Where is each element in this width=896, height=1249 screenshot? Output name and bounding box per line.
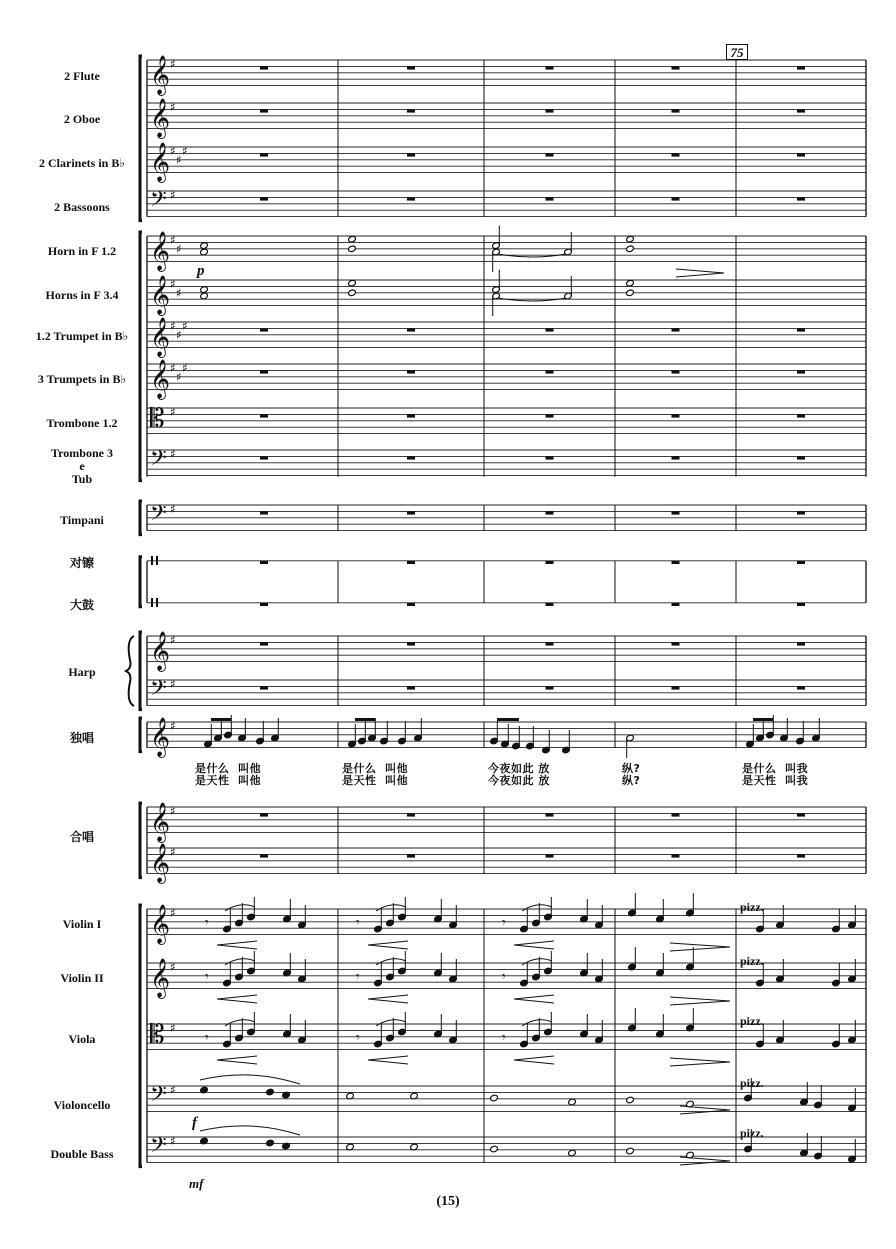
note-horns-34: [626, 279, 635, 287]
key-sharp-trumpets-3: ♯: [182, 361, 188, 375]
slur-violin-1: [376, 905, 406, 911]
clef-trombone-3: 𝄢: [150, 446, 167, 476]
whole-rest-flute: [797, 66, 805, 69]
clef-cello: 𝄢: [150, 1082, 167, 1112]
label-oboe: 2 Oboe: [63, 112, 101, 126]
key-sharp-horns-34: ♯: [176, 286, 182, 300]
dynamic-cello: f: [192, 1115, 197, 1131]
decresc-horn: [676, 269, 724, 277]
key-sharp-horns-34: ♯: [170, 277, 176, 291]
clef-harp-bass: 𝄢: [150, 676, 167, 706]
key-sharp-harp-bass: ♯: [170, 677, 176, 691]
bracket-group-1: [140, 232, 142, 481]
lyric-m3-line2: 今夜如此 放: [488, 774, 550, 787]
note-double-bass: [626, 1147, 635, 1155]
label-flute: 2 Flute: [64, 69, 100, 83]
slur-violin-2: [225, 959, 255, 965]
cresc-violin-1: [368, 941, 408, 949]
whole-rest-chorus-2: [797, 854, 805, 857]
whole-rest-trombone-3: [797, 456, 805, 459]
whole-rest-bass-drum: [672, 603, 680, 606]
slur-violin-2: [522, 959, 552, 965]
staff-oboe: [147, 103, 866, 129]
whole-rest-chorus-1: [407, 813, 415, 816]
staff-trombone-12: [147, 408, 866, 434]
staff-harp-treble: [147, 636, 866, 662]
note-cello: [626, 1096, 635, 1104]
clef-violin-2: 𝄞: [150, 958, 171, 998]
whole-rest-bassoons: [672, 197, 680, 200]
key-sharp-trumpets-3: ♯: [176, 370, 182, 384]
cresc-viola: [368, 1056, 408, 1064]
whole-rest-oboe: [546, 109, 554, 112]
whole-rest-cymbals: [546, 561, 554, 564]
lyric-m3-line1: 今夜如此 放: [488, 762, 550, 775]
cresc-viola: [217, 1056, 257, 1064]
whole-rest-cymbals: [797, 561, 805, 564]
key-sharp-double-bass: ♯: [170, 1134, 176, 1148]
slur-violin-2: [376, 959, 406, 965]
whole-rest-timpani: [546, 511, 554, 514]
pizz-cello: pizz.: [740, 1076, 764, 1090]
staff-trumpets-3: [147, 364, 866, 390]
whole-rest-trombone-3: [546, 456, 554, 459]
whole-rest-timpani: [407, 511, 415, 514]
whole-rest-harp-treble: [546, 642, 554, 645]
whole-rest-trombone-3: [672, 456, 680, 459]
whole-rest-bass-drum: [546, 603, 554, 606]
key-sharp-trumpet-12: ♯: [170, 319, 176, 333]
whole-rest-trumpet-12: [407, 328, 415, 331]
pizz-bass: pizz.: [740, 1126, 764, 1140]
clef-trombone-12: 𝄡: [150, 404, 165, 434]
whole-rest-oboe: [260, 109, 268, 112]
whole-rest-harp-treble: [672, 642, 680, 645]
cresc-violin-1: [217, 941, 257, 949]
whole-rest-trombone-12: [672, 414, 680, 417]
note-horn-12: [200, 248, 209, 256]
decresc-viola: [670, 1058, 730, 1066]
whole-rest-bass-drum: [407, 603, 415, 606]
solo-beam: [497, 718, 519, 721]
key-sharp-violin-2: ♯: [170, 960, 176, 974]
clef-clarinets: 𝄞: [150, 142, 171, 182]
slur-viola: [225, 1020, 255, 1026]
whole-rest-bassoons: [546, 197, 554, 200]
label-trombone-12: Trombone 1.2: [46, 416, 118, 430]
whole-rest-harp-bass: [797, 686, 805, 689]
eighth-rest-viola: 𝄾: [356, 1030, 360, 1046]
key-sharp-trombone-3: ♯: [170, 447, 176, 461]
eighth-rest-violin-2: 𝄾: [502, 969, 506, 985]
label-chorus: 合唱: [69, 830, 94, 844]
clef-trumpets-3: 𝄞: [150, 359, 171, 399]
key-sharp-bassoons: ♯: [170, 188, 176, 202]
slur-violin-1: [225, 905, 255, 911]
label-bassoons: 2 Bassoons: [54, 200, 110, 214]
whole-rest-flute: [546, 66, 554, 69]
clef-double-bass: 𝄢: [150, 1133, 167, 1163]
percussion-clef-bass-drum: [156, 598, 158, 607]
key-sharp-chorus-2: ♯: [170, 845, 176, 859]
whole-rest-cymbals: [260, 561, 268, 564]
label-clarinets: 2 Clarinets in B♭: [39, 156, 125, 170]
note-horn-12: [626, 245, 635, 253]
whole-rest-harp-treble: [797, 642, 805, 645]
whole-rest-trombone-3: [260, 456, 268, 459]
whole-rest-bass-drum: [797, 603, 805, 606]
note-horn-12: [200, 242, 209, 250]
whole-rest-clarinets: [260, 153, 268, 156]
label-violin-2: Violin II: [60, 971, 104, 985]
label-bass-drum: 大鼓: [69, 598, 94, 612]
note-cello: [266, 1088, 275, 1096]
cresc-violin-2: [514, 995, 554, 1003]
staff-chorus-1: [147, 807, 866, 833]
key-sharp-cello: ♯: [170, 1083, 176, 1097]
clef-horn-12: 𝄞: [150, 231, 171, 271]
page-number: (15): [436, 1194, 460, 1209]
label-horn-12: Horn in F 1.2: [47, 244, 117, 258]
whole-rest-trombone-12: [546, 414, 554, 417]
staff-harp-bass: [147, 680, 866, 706]
note-horns-34: [348, 289, 357, 297]
label-trombone-3-tuba: Trombone 3 e Tub: [51, 446, 113, 486]
staff-flute: [147, 60, 866, 86]
whole-rest-trumpets-3: [260, 370, 268, 373]
label-violin-1: Violin I: [62, 917, 102, 931]
whole-rest-chorus-2: [672, 854, 680, 857]
solo-beam: [211, 718, 231, 721]
lyric-m2-line1: 是什么 叫他: [342, 762, 409, 775]
label-trumpet-12: 1.2 Trumpet in B♭: [35, 329, 129, 343]
whole-rest-oboe: [672, 109, 680, 112]
cresc-viola: [514, 1056, 554, 1064]
key-sharp-viola: ♯: [170, 1021, 176, 1035]
key-sharp-harp-treble: ♯: [170, 633, 176, 647]
whole-rest-trumpets-3: [797, 370, 805, 373]
whole-rest-bassoons: [260, 197, 268, 200]
eighth-rest-viola: 𝄾: [502, 1030, 506, 1046]
key-sharp-trombone-12: ♯: [170, 405, 176, 419]
key-sharp-trumpet-12: ♯: [182, 319, 188, 333]
clef-solo: 𝄞: [150, 717, 171, 757]
staff-trombone-3: [147, 450, 866, 476]
lyric-m5-line2: 是天性 叫我: [742, 774, 809, 787]
percussion-clef-cymbals: [156, 556, 158, 565]
whole-rest-chorus-1: [260, 813, 268, 816]
whole-rest-oboe: [407, 109, 415, 112]
whole-rest-harp-bass: [672, 686, 680, 689]
whole-rest-trumpets-3: [672, 370, 680, 373]
note-horn-12: [348, 235, 357, 243]
lyric-m4-line1: 纵?: [622, 762, 641, 775]
staff-horn-12: [147, 236, 866, 262]
whole-rest-harp-bass: [407, 686, 415, 689]
lyric-m5-line1: 是什么 叫我: [742, 762, 809, 775]
key-sharp-trumpets-3: ♯: [170, 361, 176, 375]
whole-rest-harp-treble: [407, 642, 415, 645]
whole-rest-trombone-12: [260, 414, 268, 417]
staff-chorus-2: [147, 848, 866, 874]
key-sharp-clarinets: ♯: [170, 144, 176, 158]
whole-rest-harp-bass: [260, 686, 268, 689]
note-horns-34: [626, 289, 635, 297]
key-sharp-horn-12: ♯: [176, 242, 182, 256]
whole-rest-trombone-12: [407, 414, 415, 417]
staff-timpani: [147, 505, 866, 531]
whole-rest-harp-treble: [260, 642, 268, 645]
rehearsal-mark: 75: [726, 44, 748, 60]
note-horns-34: [348, 279, 357, 287]
eighth-rest-violin-1: 𝄾: [356, 915, 360, 931]
dynamic-horn: p: [197, 263, 205, 279]
eighth-rest-violin-2: 𝄾: [205, 969, 209, 985]
key-sharp-trumpet-12: ♯: [176, 328, 182, 342]
whole-rest-flute: [672, 66, 680, 69]
clef-flute: 𝄞: [150, 55, 171, 95]
staff-bassoons: [147, 191, 866, 217]
lyric-m4-line2: 纵?: [622, 774, 641, 787]
slur-violin-1: [522, 905, 552, 911]
key-sharp-clarinets: ♯: [182, 144, 188, 158]
eighth-rest-violin-2: 𝄾: [356, 969, 360, 985]
whole-rest-timpani: [260, 511, 268, 514]
label-double-bass: Double Bass: [50, 1147, 114, 1161]
note-cello: [490, 1094, 499, 1102]
key-sharp-clarinets: ♯: [176, 153, 182, 167]
slur-viola: [376, 1020, 406, 1026]
key-sharp-solo: ♯: [170, 719, 176, 733]
clef-horns-34: 𝄞: [150, 275, 171, 315]
clef-bassoons: 𝄢: [150, 187, 167, 217]
label-timpani: Timpani: [60, 513, 104, 527]
note-double-bass: [266, 1139, 275, 1147]
whole-rest-bassoons: [797, 197, 805, 200]
label-crash-cymbals: 对镲: [69, 556, 94, 570]
lyric-m1-line2: 是天性 叫他: [195, 774, 262, 787]
label-viola: Viola: [68, 1032, 96, 1046]
slur-cello: [200, 1075, 300, 1084]
cresc-violin-2: [217, 995, 257, 1003]
label-trumpets-3: 3 Trumpets in B♭: [37, 372, 127, 386]
whole-rest-trumpets-3: [407, 370, 415, 373]
lyric-m1-line1: 是什么 叫他: [195, 762, 262, 775]
whole-rest-trumpet-12: [546, 328, 554, 331]
note-double-bass: [568, 1149, 577, 1157]
key-sharp-chorus-1: ♯: [170, 804, 176, 818]
label-harp: Harp: [68, 665, 96, 679]
whole-rest-chorus-1: [546, 813, 554, 816]
clef-violin-1: 𝄞: [150, 904, 171, 944]
whole-rest-trumpet-12: [797, 328, 805, 331]
whole-rest-bass-drum: [260, 603, 268, 606]
decresc-violin-2: [670, 997, 730, 1005]
eighth-rest-violin-1: 𝄾: [502, 915, 506, 931]
key-sharp-horn-12: ♯: [170, 233, 176, 247]
whole-rest-flute: [260, 66, 268, 69]
whole-rest-chorus-1: [672, 813, 680, 816]
label-violoncello: Violoncello: [53, 1098, 111, 1112]
note-horn-12: [626, 235, 635, 243]
whole-rest-flute: [407, 66, 415, 69]
note-horns-34: [200, 286, 209, 294]
note-cello: [568, 1098, 577, 1106]
key-sharp-flute: ♯: [170, 57, 176, 71]
pizz-viola: pizz.: [740, 1014, 764, 1028]
clef-chorus-2: 𝄞: [150, 843, 171, 883]
solo-beam: [355, 718, 375, 721]
slur-viola: [522, 1020, 552, 1026]
whole-rest-trumpet-12: [260, 328, 268, 331]
staff-trumpet-12: [147, 322, 866, 348]
dynamic-bass: mf: [189, 1176, 204, 1191]
whole-rest-cymbals: [672, 561, 680, 564]
lyric-m2-line2: 是天性 叫他: [342, 774, 409, 787]
whole-rest-harp-bass: [546, 686, 554, 689]
clef-oboe: 𝄞: [150, 98, 171, 138]
pizz-violin-1: pizz.: [740, 900, 764, 914]
clef-trumpet-12: 𝄞: [150, 317, 171, 357]
whole-rest-clarinets: [797, 153, 805, 156]
whole-rest-timpani: [672, 511, 680, 514]
solo-beam: [753, 718, 773, 721]
decresc-violin-1: [670, 943, 730, 951]
whole-rest-trombone-12: [797, 414, 805, 417]
label-horns-34: Horns in F 3.4: [45, 288, 119, 302]
cresc-violin-1: [514, 941, 554, 949]
note-horn-12: [348, 245, 357, 253]
clef-chorus-1: 𝄞: [150, 802, 171, 842]
key-sharp-violin-1: ♯: [170, 906, 176, 920]
whole-rest-chorus-2: [546, 854, 554, 857]
label-solo: 独唱: [69, 731, 94, 745]
whole-rest-oboe: [797, 109, 805, 112]
whole-rest-timpani: [797, 511, 805, 514]
eighth-rest-viola: 𝄾: [205, 1030, 209, 1046]
key-sharp-timpani: ♯: [170, 502, 176, 516]
clef-viola: 𝄡: [150, 1020, 165, 1050]
whole-rest-clarinets: [407, 153, 415, 156]
whole-rest-trumpets-3: [546, 370, 554, 373]
whole-rest-cymbals: [407, 561, 415, 564]
slur-double-bass: [200, 1126, 300, 1135]
note-double-bass: [490, 1145, 499, 1153]
staff-clarinets: [147, 147, 866, 173]
whole-rest-trombone-3: [407, 456, 415, 459]
cresc-violin-2: [368, 995, 408, 1003]
whole-rest-clarinets: [672, 153, 680, 156]
eighth-rest-violin-1: 𝄾: [205, 915, 209, 931]
whole-rest-clarinets: [546, 153, 554, 156]
whole-rest-bassoons: [407, 197, 415, 200]
key-sharp-oboe: ♯: [170, 100, 176, 114]
note-horns-34: [200, 292, 209, 300]
whole-rest-chorus-2: [407, 854, 415, 857]
staff-horns-34: [147, 280, 866, 306]
pizz-violin-2: pizz.: [740, 954, 764, 968]
clef-harp-treble: 𝄞: [150, 631, 171, 671]
whole-rest-chorus-2: [260, 854, 268, 857]
whole-rest-trumpet-12: [672, 328, 680, 331]
clef-timpani: 𝄢: [150, 501, 167, 531]
whole-rest-chorus-1: [797, 813, 805, 816]
